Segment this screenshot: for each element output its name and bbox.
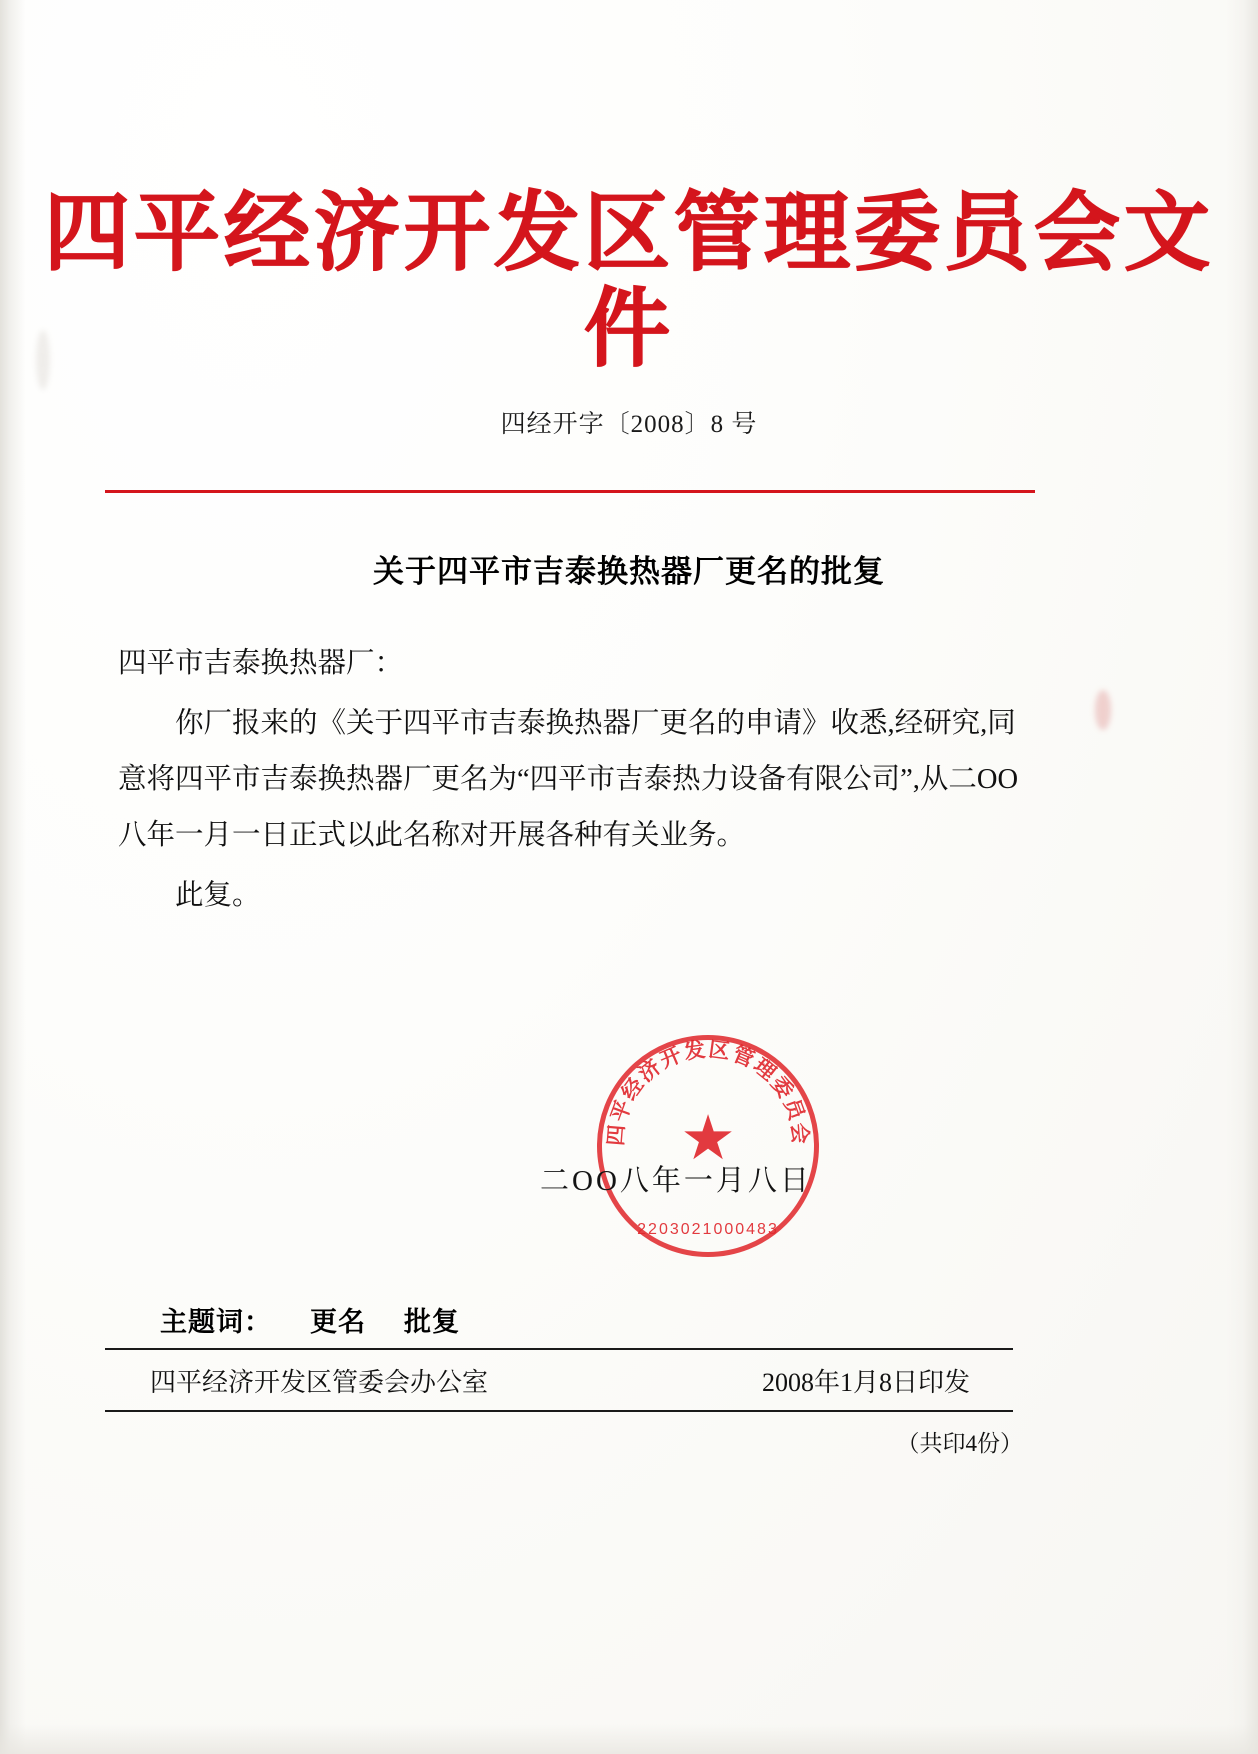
seal-arc-label: 四平经济开发区管理委员会: [604, 1038, 812, 1147]
official-seal: [597, 1035, 819, 1257]
body-paragraph-2: 此复。: [175, 880, 261, 911]
svg-text:四平经济开发区管理委员会: [604, 1037, 812, 1147]
footer-issue-date: 2008年1月8日印发: [761, 1368, 970, 1397]
keyword-2: 批复: [404, 1307, 460, 1337]
seal-arc-text: [597, 1035, 819, 1257]
document-body: [118, 636, 1038, 928]
keywords-line: [160, 1300, 460, 1339]
keyword-1: 更名: [310, 1307, 366, 1337]
document-title: 关于四平市吉泰换热器厂更名的批复: [373, 554, 885, 589]
body-paragraph-1: 你厂报来的《关于四平市吉泰换热器厂更名的申请》收悉,经研究,同意将四平市吉泰换热器厂更名为“四平市吉泰热力设备有限公司”,从二OO八年一月一日正式以此名称对开展各种有关业务。: [118, 708, 1019, 851]
keywords-label: 主题词：: [160, 1307, 272, 1337]
footer-row: [150, 1362, 970, 1399]
red-horizontal-rule: [105, 490, 1035, 493]
signature-date: 二OO八年一月八日: [540, 1165, 812, 1197]
seal-code: 2203021000483: [637, 1221, 779, 1238]
seal-outer-ring: [597, 1035, 819, 1257]
salutation: 四平市吉泰换热器厂：: [118, 648, 404, 679]
seal-star-icon: ★: [680, 1105, 736, 1174]
footer-issuer: 四平经济开发区管委会办公室: [150, 1368, 489, 1397]
footer-print-count: （共印4份）: [896, 1431, 1023, 1456]
document-number: 四经开字〔2008〕8 号: [500, 411, 758, 438]
footer-rule-top: [105, 1348, 1013, 1350]
document-header-title: 四平经济开发区管理委员会文件: [44, 185, 1214, 378]
footer-rule-bottom: [105, 1410, 1013, 1412]
